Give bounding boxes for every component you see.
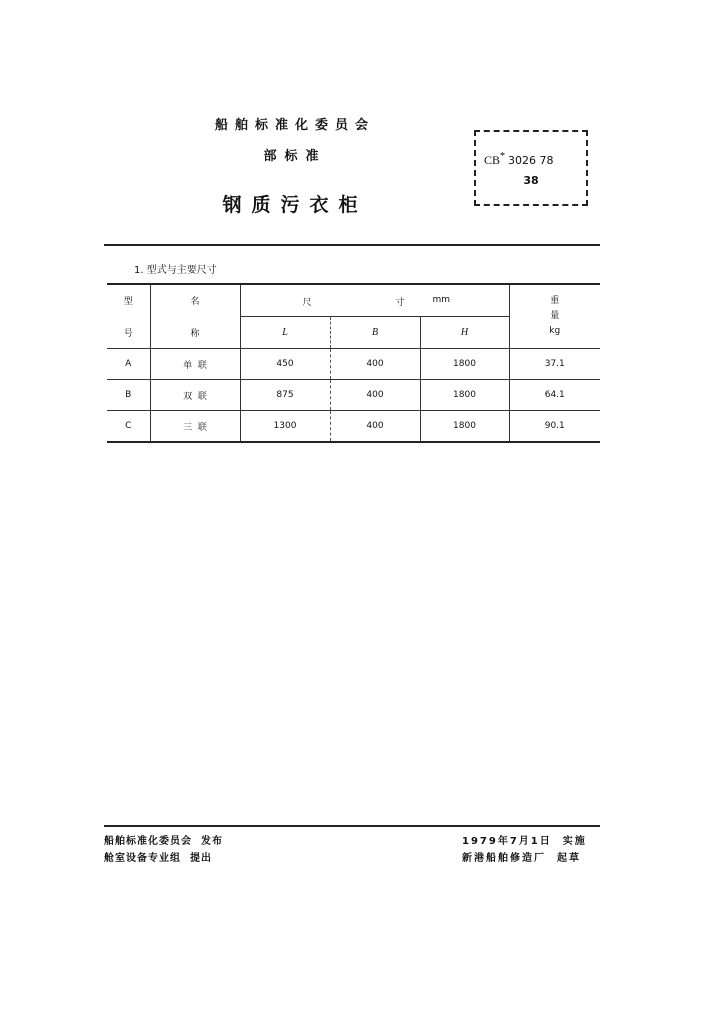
top-rule (104, 244, 600, 246)
row-L: 875 (240, 380, 330, 411)
table-row (107, 349, 600, 380)
table-row (107, 411, 600, 443)
header-dimension-unit: mm (432, 295, 451, 305)
organization-title: 船舶标准化委员会 (214, 118, 375, 133)
footer-drafter: 新港船舶修造厂 起草 (462, 853, 581, 864)
header-weight (509, 284, 600, 349)
footer-effective-date: 1979年7月1日 实施 (462, 836, 587, 847)
row-B: 400 (330, 411, 420, 443)
row-H: 1800 (420, 380, 509, 411)
header-dimension-char-1: 尺 (302, 298, 312, 308)
row-L: 1300 (240, 411, 330, 443)
dimensions-table (107, 283, 600, 443)
header-name-top: 名 (150, 284, 240, 317)
table-row (107, 380, 600, 411)
standard-code-mark: * (500, 151, 506, 162)
row-type: A (107, 349, 150, 380)
standard-sheet-number: 38 (523, 174, 539, 187)
header-dim-B: B (330, 317, 420, 349)
row-weight: 37.1 (509, 349, 600, 380)
header-type-top: 型 (107, 284, 150, 317)
row-H: 1800 (420, 349, 509, 380)
header-weight-unit: kg (549, 326, 561, 336)
row-name: 双 联 (150, 380, 240, 411)
row-type: C (107, 411, 150, 443)
standard-number-box (474, 130, 588, 206)
row-type: B (107, 380, 150, 411)
header-dimension-char-2: 寸 (395, 298, 405, 308)
header-name-bottom: 称 (150, 317, 240, 349)
header-dimensions (240, 284, 509, 317)
row-L: 450 (240, 349, 330, 380)
section-heading: 1. 型式与主要尺寸 (134, 265, 217, 276)
standard-code (484, 151, 554, 168)
header-type-bottom: 号 (123, 328, 133, 339)
header-weight-char-2: 量 (550, 311, 560, 321)
header-dim-L: L (240, 317, 330, 349)
header-dim-H: H (420, 317, 509, 349)
row-name: 三 联 (150, 411, 240, 443)
bottom-rule (104, 825, 600, 827)
row-H: 1800 (420, 411, 509, 443)
row-B: 400 (330, 380, 420, 411)
row-weight: 64.1 (509, 380, 600, 411)
row-name: 单 联 (150, 349, 240, 380)
document-title: 钢质污衣柜 (222, 194, 368, 216)
row-weight: 90.1 (509, 411, 600, 443)
row-B: 400 (330, 349, 420, 380)
standard-code-number: 3026 78 (508, 154, 554, 167)
standard-level: 部标准 (263, 149, 327, 164)
header-weight-char-1: 重 (550, 296, 560, 306)
footer-proposer: 舱室设备专业组 提出 (104, 853, 212, 864)
footer-issuer: 船舶标准化委员会 发布 (104, 836, 223, 847)
standard-code-prefix: CB (484, 153, 501, 167)
